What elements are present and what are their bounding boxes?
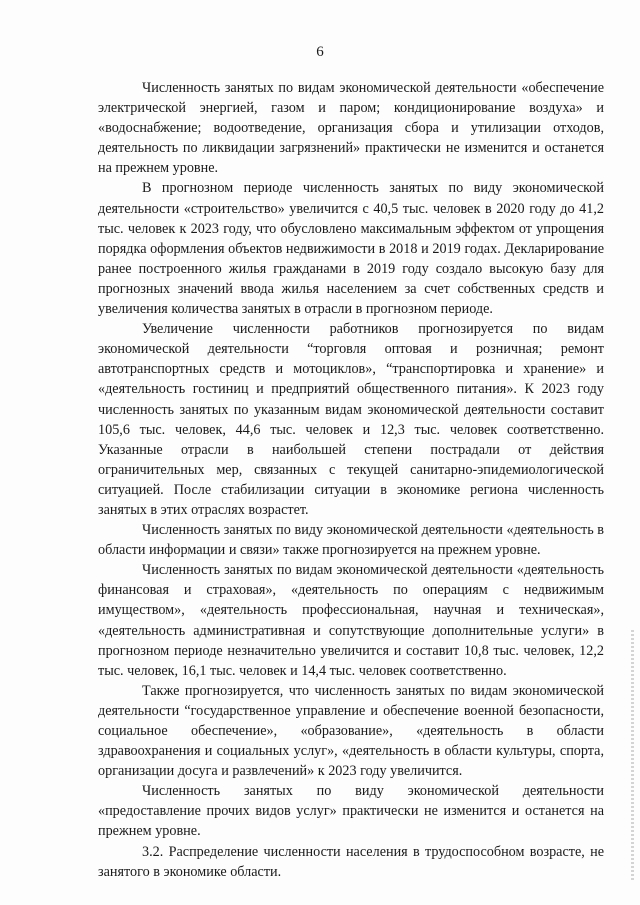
scan-edge-mark xyxy=(631,630,634,880)
paragraph-public-administration-education-health: Также прогнозируется, что численность занятых по видам экономической деятельности “государственное управление и обеспечение военной безопасности, социальное обеспечение», «образование», «деятельность в области здравоохранения и социальных услуг», «деятельность в области культуры, спорта, организации досуга и развлечений» к 2023 году увеличится. xyxy=(98,682,604,780)
paragraph-finance-realestate-professional: Численность занятых по видам экономической деятельности «деятельность финансовая и страховая», «деятельность по операциям с недвижимым имуществом», «деятельность профессиональная, научная и техническая», «деятельность административная и сопутствующие дополнительные услуги» в прогнозном периоде незначительно увеличится и составит 10,8 тыс. человек, 12,2 тыс. человек, 16,1 тыс. человек и 14,4 тыс. человек соответственно. xyxy=(98,562,604,679)
section-heading-3-2: 3.2. Распределение численности населения в трудоспособном возрасте, не занятого в экономике области. xyxy=(98,843,604,880)
paragraph-other-services: Численность занятых по виду экономической деятельности «предоставление прочих видов услуг» практически не изменится и останется на прежнем уровне. xyxy=(98,783,604,840)
document-body xyxy=(98,78,604,882)
page-number: 6 xyxy=(316,44,324,60)
paragraph-utilities-employment: Численность занятых по видам экономической деятельности «обеспечение электрической энергией, газом и паром; кондиционирование воздуха» и «водоснабжение; водоотведение, организация сбора и утилизации отходов, деятельность по ликвидации загрязнений» практически не изменится и останется на прежнем уровне. xyxy=(98,80,604,177)
paragraph-information-communication: Численность занятых по виду экономической деятельности «деятельность в области информации и связи» также прогнозируется на прежнем уровне. xyxy=(98,522,604,559)
paragraph-trade-transport-hospitality: Увеличение численности работников прогнозируется по видам экономической деятельности “торговля оптовая и розничная; ремонт автотранспортных средств и мотоциклов», “транспортировка и хранение» и «деятельность гостиниц и предприятий общественного питания». К 2023 году численность занятых по указанным видам экономической деятельности составит 105,6 тыс. человек, 44,6 тыс. человек и 12,3 тыс. человек соответственно. Указанные отрасли в наибольшей степени пострадали от действия ограничительных мер, связанных с текущей санитарно-эпидемиологической ситуацией. После стабилизации ситуации в экономике региона численность занятых в этих отраслях возрастет. xyxy=(98,321,604,518)
paragraph-construction-employment: В прогнозном периоде численность занятых по виду экономической деятельности «строительство» увеличится с 40,5 тыс. человек в 2020 году до 41,2 тыс. человек к 2023 году, что обусловлено максимальным эффектом от упрощения порядка оформления объектов недвижимости в 2018 и 2019 годах. Декларирование ранее построенного жилья гражданами в 2019 году создало высокую базу для прогнозных значений ввода жилья населением за счет собственных средств и увеличения количества занятых в отрасли в прогнозном периоде. xyxy=(98,180,604,318)
